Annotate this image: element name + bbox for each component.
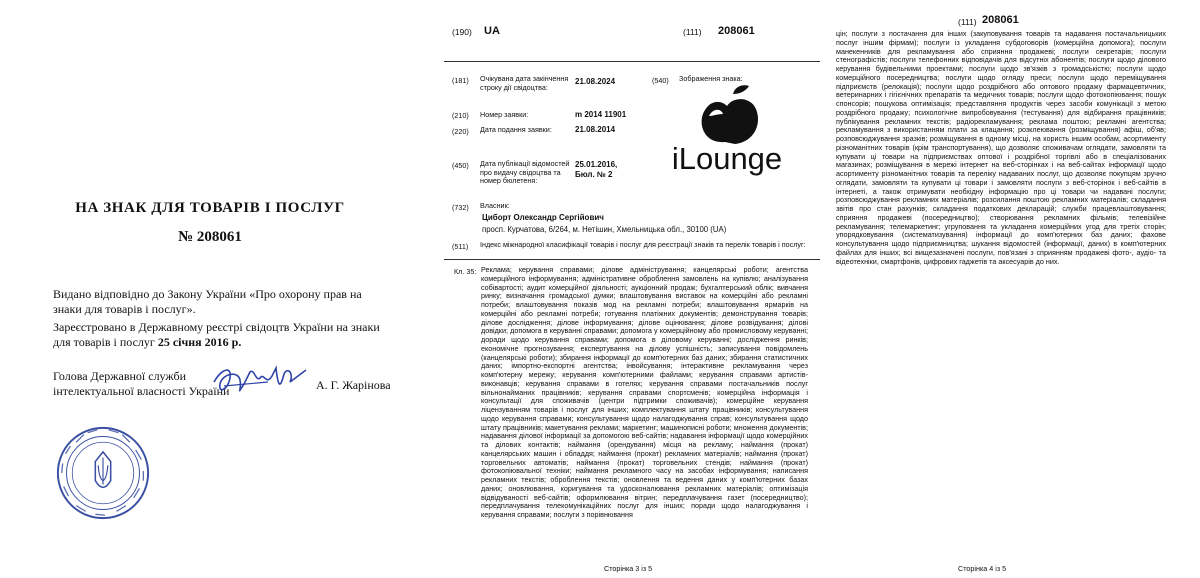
field-450-label: Дата публікації відомостей про видачу свідоцтва та номер бюлетеня: bbox=[480, 159, 570, 186]
official-stamp bbox=[55, 425, 151, 521]
owner-address: просп. Курчатова, 6/264, м. Нетішин, Хмельницька обл., 30100 (UA) bbox=[482, 225, 727, 234]
field-210-value: m 2014 11901 bbox=[575, 110, 627, 119]
field-111-code: (111) bbox=[683, 27, 702, 37]
field-181-code: (181) bbox=[452, 76, 469, 85]
divider bbox=[444, 259, 820, 260]
signatory-line-2: інтелектуальної власності України bbox=[53, 384, 230, 398]
field-511-code: (511) bbox=[452, 242, 469, 251]
field-220-code: (220) bbox=[452, 127, 469, 136]
country-code: UA bbox=[484, 25, 500, 37]
logo-text: iLounge bbox=[671, 141, 783, 176]
publication-page-4 bbox=[836, 0, 1166, 578]
signatory-name: А. Г. Жарінова bbox=[316, 378, 391, 392]
field-220-value: 21.08.2014 bbox=[575, 125, 616, 134]
field-450-code: (450) bbox=[452, 161, 469, 170]
field-732-code: (732) bbox=[452, 203, 469, 212]
field-210-code: (210) bbox=[452, 111, 469, 120]
publication-page-3 bbox=[444, 0, 820, 578]
registered-text: Зареєстровано в Державному реєстрі свідоцтв України на знаки для товарів і послуг bbox=[53, 320, 380, 349]
divider bbox=[444, 61, 820, 62]
signatory-line-1: Голова Державної служби bbox=[53, 369, 187, 383]
field-210-label: Номер заявки: bbox=[480, 110, 529, 119]
registration-number: 208061 bbox=[982, 14, 1019, 26]
certificate-number: № 208061 bbox=[178, 229, 242, 245]
registered-paragraph bbox=[53, 320, 383, 350]
field-540-code: (540) bbox=[652, 76, 669, 85]
trademark-image bbox=[657, 82, 797, 182]
field-190-code: (190) bbox=[452, 27, 472, 37]
publication-date: 25.01.2016, bbox=[575, 160, 618, 169]
issued-paragraph: Видано відповідно до Закону України «Про охорону прав на знаки для товарів і послуг». bbox=[53, 287, 362, 316]
class-35-goods-list: Реклама; керування справами; ділове адміністрування; канцелярські роботи; агентства комерційного інформування; адміністративне оброблення замовлень на купівлю; аналізування собівартості; аудит комерційної діяльності; аукціонний продаж; бухгалтерський облік; вивчання ринку; визначання громадської думки; влаштовування виставок на комерційні або рекламні потреби; влаштовування показів мод на рекламні потреби; влаштовування ярмарків на комерційні або рекламні потреби; готування платіжних документів; демонстрування товарів; ділове дослідження; ділове інформування; ділове оцінювання; ділове розвідування; ділові довідки; допомога в керуванні справами; допомога у комерційному або промисловому керуванні; доради щодо керування справами; допомога в діловому керуванні; дослідження ринків; економічне прогнозування; експертування на ділову успішність; записування повідомлень (канцелярські роботи); збирання інформації до комп'ютерних баз даних; збирання статистичних даних; імпортно-експортні агентства; інвойсування; інтерактивне рекламування через комп'ютерну мережу; керування комп'ютерними файлами; керування справами артистів-виконавців; керування справами в готелях; керування справами постачальників послуг вільнонайманих працівників; керування справами спортсменів; комерційна інформація і консультації для споживачів (центри підтримки споживачів); комерційне керування ліцензуванням товарів і послуг для інших; комплектування штату працівників; консультування щодо керування справами; консультування щодо налагоджування справ; консультування щодо штату працівників; макетування реклами; маркетинг; машинописні роботи; множення документів; надавання ділової інформації за допомогою веб-сайтів; надавання інформації щодо комерційних та ділових контактів; наймання (орендування) місця на рекламу; наймання (прокат) канцелярських машин і обладдя; наймання (прокат) рекламних матеріалів; наймання (прокат) торговельних автоматів; наймання (прокат) торговельних стендів; наймання (прокат) фотокопіювальної техніки; наймання рекламного часу на засобах інформування; написання рекламних текстів; оброблення текстів; оновлення та ведення даних у комп'ютерних базах даних; оновлювання, коригування та удосконалювання рекламних матеріалів; оптимізація відвідуваності веб-сайтів; оформлювання вітрин; передплачування газет (посередництво); передплачування телекомунікаційних послуг для інших; поради щодо налагоджування і керування справами; послуги з порівнювання bbox=[481, 265, 808, 519]
field-540-label: Зображення знака: bbox=[679, 74, 743, 83]
field-181-value: 21.08.2024 bbox=[575, 77, 616, 86]
field-220-label: Дата подання заявки: bbox=[480, 125, 552, 134]
handwritten-signature bbox=[210, 360, 310, 400]
field-181-label: Очікувана дата закінчення строку дії свідоцтва: bbox=[480, 74, 569, 92]
field-450-value bbox=[575, 160, 617, 179]
certificate-page bbox=[0, 0, 415, 578]
page-footer: Сторінка 3 із 5 bbox=[604, 564, 653, 573]
owner-name: Циборт Олександр Сергійович bbox=[482, 213, 604, 222]
class-label: Кл. 35: bbox=[454, 267, 477, 276]
certificate-title: НА ЗНАК ДЛЯ ТОВАРІВ І ПОСЛУГ bbox=[75, 200, 345, 216]
registered-date: 25 січня 2016 р. bbox=[157, 335, 242, 349]
class-35-goods-list-continued: цін; послуги з постачання для інших (закуповування товарів та надавання постачальницьких послуг іншим фірмам); послуги із укладання субдоговорів (комерційна допомога); послуги манекенників для рекламування або сприяння продажеві; послуги секретарів; послуги стенографістів; послуги телефонних відповідачів для відсутніх абонентів; послуги щодо ділового керування будівельними проектами; послуги щодо зв'язків з громадськістю; послуги щодо комерційного посередництва; послуги щодо огляду преси; послуги щодо переміщування підприємств (релокація); послуги щодо роздрібного або оптового продажу фармацевтичних, ветеринарних і гігієнічних препаратів та медичних товарів; послуги щодо фотокопіювання; пошук спонсорів; пошукова оптимізація; представляння продуктів через засоби комунікації з метою роздрібного продажу; психологічне випробовування (тестування) для відбирання працівників; публікування рекламних текстів; радіорекламування; реклама поштою; рекламні агентства; рекламування з використанням плати за клацання; розклеювання (розміщування) афіш, об'яв; розповсюджування зразків; розміщування в одному місці, на користь іншим особам, асортименту різноманітних товарів (крім транспортування), що дозволяє споживачам оглядати, замовляти та купувати ці товари на підприємствах оптової і роздрібної торгівлі або в спеціалізованих магазинах; розміщування в мережі інтернет на веб-сторінках і на веб-сайтах інформації щодо асортименту різноманітних товарів та переліку надаваних послуг, що дозволяє покупцям зручно оглядати, замовляти та купувати ці товари і замовляти послуги з веб-сторінок і веб-сайтів в інтернеті, а також отримувати необхідну інформацію про ці товари чи надавані послуги; розповсюджування рекламних матеріалів; розсилання поштою рекламних матеріалів; складання звітів про стан рахунків; складання податкових декларацій; служби працевлаштовування; сприяння продажеві (посередництво); створювання рекламних фільмів; телевізійне рекламування; телемаркетинг; угруповання та укладання комерційних угод для третіх сторін; упорядковування (систематизування) інформації до комп'ютерних баз даних; фахове консультування щодо підприємництва; шукання відомостей (інформації, даних) в комп'ютерних файлах для інших; всі вищезазначені послуги, пов'язані з сприянням продажеві фото-, аудіо- та відеотехніки, смартфонів, цифрових гаджетів та аксесуарів до них. bbox=[836, 29, 1166, 266]
page-footer: Сторінка 4 із 5 bbox=[958, 564, 1007, 573]
registration-number: 208061 bbox=[718, 25, 755, 37]
field-732-label: Власник: bbox=[480, 201, 510, 210]
field-111-code: (111) bbox=[958, 17, 977, 27]
field-511-label: Індекс міжнародної класифікації товарів і послуг для реєстрації знаків та перелік товарів і послуг: bbox=[480, 240, 806, 249]
bulletin-number: Бюл. № 2 bbox=[575, 169, 613, 179]
